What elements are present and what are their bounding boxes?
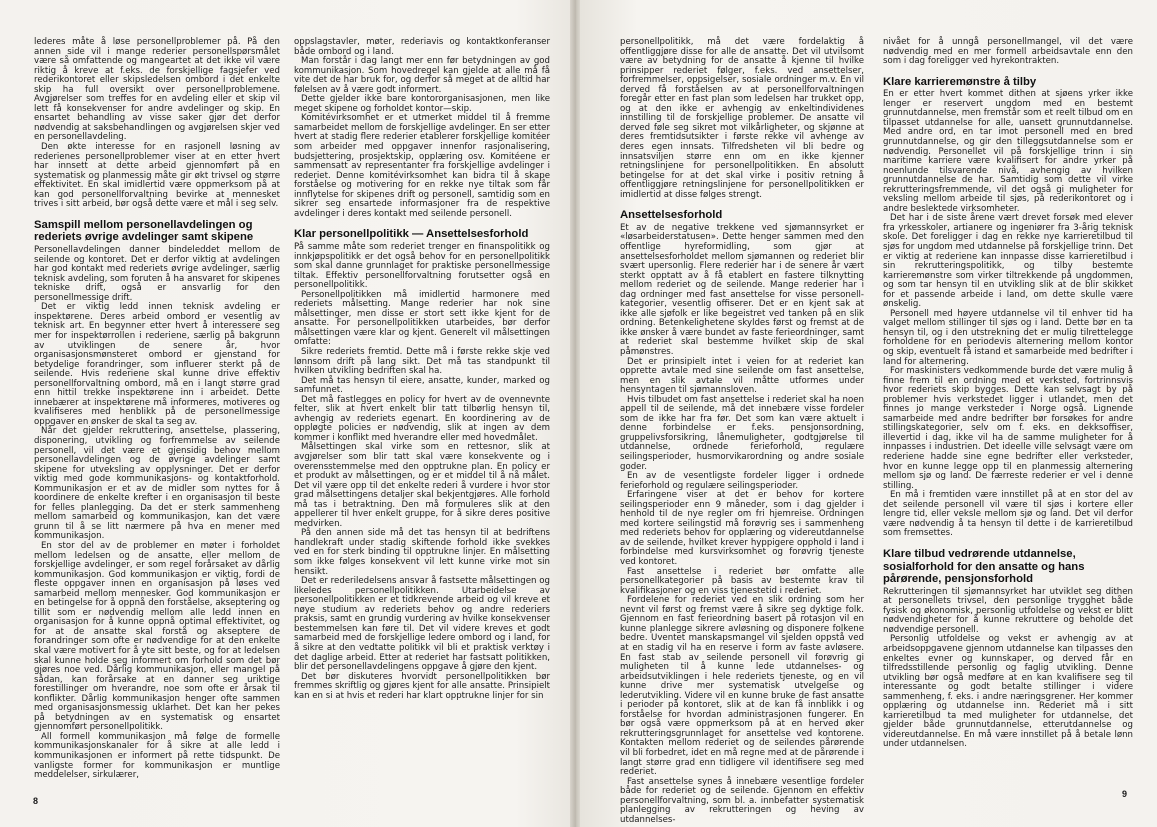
page-number-left: 8 bbox=[33, 796, 39, 806]
body-paragraph: En må i fremtiden være innstillet på at en stor del av det seilende personell vil være til sjøs i kortere eller lengre tid, eller veksle mellom sjø og land. Det vil derfor være nødvendig å ta hensyn til dette i de karrieretilbud som fremsettes. bbox=[883, 490, 1133, 539]
body-paragraph: Et av de negative trekkene ved sjømannsyrket er «løsarbeiderstatusen». Dette henger sammen med den offentlige hyreformidling, som gjør at ansettelsesforholdet mellom sjømannen og rederiet blir svært upersonlig. Flere rederier har i de senere år vært sterkt opptatt av å få etablert en fastere tilknytting mellom rederiet og de seilende. Mange rederier har i dag ordninger med fast ansettelse for visse personell-kategorier, vesentlig offiserer. Det er en kjent sak at ikke alle sjøfolk er like begeistret ved tanken på en slik ordning. Betenkelighetene skyldes først og fremst at de ikke ønsker å være bundet av faste ferieordninger, samt at rederiet skal bestemme hvilket skip de skal påmønstres. bbox=[620, 222, 864, 357]
left-page-column-1 bbox=[34, 38, 280, 800]
right-page-column-1 bbox=[620, 37, 864, 825]
section-heading: Ansettelsesforhold bbox=[620, 209, 723, 222]
right-page-column-2 bbox=[883, 38, 1133, 800]
body-paragraph: Fordelene for rederiet ved en slik ordning som her nevnt vil først og fremst være å sikre seg dyktige folk. Gjennom en fast ferieordning basert på rotasjon vil en kunne planlegge sikrere avløsning og disponere folkene bedre. Uventet manskapsmangel vil sjelden oppstå ved at en stadig vil ha en reserve i form av faste avløsere. En fast stab av seilende personell vil forøvrig gi muligheten til å kunne lede utdannelses- og arbeidsutviklingen i hele rederiets tjeneste, og en vil kunne drive mer systematisk utvelgelse og lederutvikling. Videre vil en kunne bruke de fast ansatte i perioder på kontoret, slik at de kan få innblikk i og forståelse for hvordan administrasjonen fungerer. En bør også være oppmerksom på at en herved øker rekrutteringsgrunnlaget for ansettelse ved kontorene. Kontakten mellom rederiet og de seilendes pårørende vil bli forbedret, idet en må regne med at de pårørende i langt større grad enn tidligere vil identifisere seg med rederiet. bbox=[620, 595, 864, 778]
body-paragraph: En stor del av de problemer en møter i forholdet mellom ledelsen og de ansatte, eller mellom de forskjellige avdelinger, er som regel forårsaket av dårlig kommunikasjon. God kommunikasjon er viktig, fordi de fleste oppgaver innen en organisasjon på løses ved samarbeid mellom mennesker. God kommunikasjon er en betingelse for å oppnå den forståelse, akseptering og tillit som er nødvendig mellom alle ledd innen en organisasjon for å kunne oppnå optimal effektivitet, og for at de ansatte skal forstå og akseptere de forandringer som ofte er nødvendige for at den enkelte skal være motivert for å yte sitt beste, og for at ledelsen skal kunne holde seg informert om forhold som det bør gjøres noe ved. Dårlig kommunikasjon, eller mangel på sådan, kan forårsake at en danner seg uriktige forestillinger om hverandre, noe som ofte er årsak til konflikter. Dårlig kommunikasjon henger ofte sammen med organisasjonsmessig uklarhet. Det kan her pekes på betydningen av en systematisk og ensartet gjennomført personellpolitikk. bbox=[34, 540, 280, 733]
body-paragraph: Målsettingen skal virke som en rettesnor, slik at avgjørelser som blir tatt skal være konsekvente og i overensstemmelse med den opptrukne plan. En policy er et produkt av målsettingen, og er et middel til å nå målet. Det vil være opp til det enkelte rederi å vurdere i hvor stor grad målsettingens detaljer skal bekjentgjøres. Alle forhold må tas i betraktning. Den må formuleres slik at den appellerer til hver enkelt gruppe, for å sikre deres positive medvirken. bbox=[294, 442, 550, 529]
body-paragraph: Det er prinsipielt intet i veien for at rederiet kan opprette avtale med sine seilende om fast ansettelse, men en slik avtale vil måtte utformes under hensyntagen til sjømannsloven. bbox=[620, 356, 864, 396]
section-heading: Klare tilbud vedrørende utdannelse, sosialforhold for den ansatte og hans pårørende, pensjonsforhold bbox=[883, 547, 1085, 586]
body-paragraph: oppslagstavler, møter, rederiavis og kontaktkonferanser både ombord og i land. bbox=[294, 37, 550, 57]
page-number-right: 9 bbox=[1122, 789, 1128, 799]
right-page bbox=[580, 0, 1157, 827]
body-paragraph: nivået for å unngå personellmangel, vil det være nødvendig med en mer formell arbeidsavtale enn den som i dag foreligger ved hyrekontrakten. bbox=[883, 37, 1133, 67]
body-paragraph: lederes måte å løse personellproblemer på. På den annen side vil i mange rederier personellspørsmålet være så omfattende og mangeartet at det ikke vil være riktig å kreve at f.eks. de forskjellige fagsjefer ved rederikontoret eller skipsledelsen ombord i det enkelte skip ha full oversikt over personellproblemene. Avgjørelser som treffes for en avdeling eller et skip vil lett få konsekvenser for andre avdelinger og skip. En ensartet behandling av visse saker gjør det derfor nødvendig at saksbehandlingen og avgjørelsen skjer ved en personellavdeling. bbox=[34, 37, 280, 143]
body-paragraph: Dette gjelder ikke bare kontororganisasjonen, men like meget skipene og forholdet kontor—skip. bbox=[294, 94, 550, 114]
body-paragraph: Personellpolitikken må imidlertid harmonere med rederiets målsetting. Mange rederier har nok sine målsettinger, men disse er stort sett ikke kjent for de ansatte. For personellpolitikken utarbeides, bør derfor målsettingen være klar og kjent. Generelt vil målsettingen omfatte: bbox=[294, 289, 550, 348]
body-paragraph: personellpolitikk, må det være fordelaktig å offentliggjøre disse for alle de ansatte. Det vil utvilsomt være av betydning for de ansatte å kjenne til hvilke prinsipper rederiet følger, f.eks. ved ansettelser, forfremmelser, oppsigelser, sosiale ordninger m.v. En vil derved få forståelsen av at personellforvaltningen foregår etter en fast plan som ledelsen har trukket opp, og at den ikke er avhengig av enkeltindividenes innstilling til de forskjellige problemer. De ansatte vil derved føle seg sikret mot vilkårligheter, og skjønne at deres fremtidsutsikter i første rekke vil avhenge av deres egen innsats. Tilfredsheten vil bli bedre og innsatsviljen større enn om en ikke kjenner retningslinjene for personellpolitikken. En absolutt betingelse for at det skal virke i positiv retning å offentliggjøre retningslinjene for personellpolitikken er imidlertid at disse følges strengt. bbox=[620, 37, 864, 200]
body-paragraph: På den annen side må det tas hensyn til at bedriftens handlekraft under stadig skiftende forhold ikke svekkes ved en for sterk binding til opptrukne linjer. En målsetting som ikke følges konsekvent vil lett kunne virke mot sin hensikt. bbox=[294, 528, 550, 577]
body-paragraph: En er etter hvert kommet dithen at sjøens yrker ikke lenger er reservert ungdom med en bestemt grunnutdannelse, men fremstår som et reelt tilbud om en tilpasset utdannelse for alle, uansett grunnutdannelse. Med andre ord, en tar imot personell med en bred grunnutdannelse, og gir den tilleggsutdannelse som er nødvendig. Personellet vil på forskjellige trinn i sin maritime karriere være kvalifisert for andre yrker på noenlunde tilsvarende nivå, avhengig av hvilken grunnutdannelse de har. Samtidig som dette vil virke rekrutteringsfremmende, vil det også gi muligheter for veksling mellom arbeide til sjøs, på rederikontoret og i andre beslektede virksomheter. bbox=[883, 89, 1133, 214]
body-paragraph: Det må fastlegges en policy for hvert av de ovennevnte felter, slik at hvert enkelt blir tatt tilbørlig hensyn til, avhengig av rederiets egenart. En koordinering av de oppløgte policies er nødvendig, slik at ingen av dem kommer i konflikt med hverandre eller med hovedmålet. bbox=[294, 394, 550, 443]
left-page-column-2 bbox=[294, 38, 550, 800]
body-paragraph: Det er rederiledelsens ansvar å fastsette målsettingen og likeledes personellpolitikken. Utarbeidelse av personellpolitikken er et tidkrevende arbeid og vil kreve et nøye studium av rederiets behov og andre rederiers praksis, samt en grundig vurdering av hvilke konsekvenser bestemmelsen kan føre til. Det vil videre kreves et godt samarbeid med de forskjellige ledere ombord og i land, for å sikre at den vedtatte politikk vil bli et praktisk verktøy i det daglige arbeid. Etter at rederiet har fastsatt politikken, blir det personellavdelingens oppgave å gjøre den kjent. bbox=[294, 576, 550, 673]
body-paragraph: All formell kommunikasjon må følge de formelle kommunikasjonskanaler for å sikre at alle ledd i kommunikasjonen er informert på rette tidspunkt. De vanligste former for kommunikasjon er muntlige meddelelser, sirkulærer, bbox=[34, 731, 280, 781]
body-paragraph: Fast ansettelse i rederiet bør omfatte alle personellkategorier på basis av bestemte krav til kvalifikasjoner og en viss tjenestetid i rederiet. bbox=[620, 566, 864, 596]
body-paragraph: Når det gjelder rekruttering, ansettelse, plassering, disponering, utvikling og forfremmelse av seilende personell, vil det være et gjensidig behov mellom personellavdelingen og de øvrige avdelinger samt skipene for utveksling av opplysninger. Det er derfor viktig med gode kommunikasjons- og kontaktforhold. Kommunikasjon er et av de midler som nyttes for å koordinere de enkelte krefter i en organisasjon til beste for felles planlegging. Da det er sterk sammenheng mellom samarbeid og kommunikasjon, kan det være grunn til å se litt nærmere på hva en mener med kommunikasjon. bbox=[34, 426, 280, 542]
body-paragraph: Komitévirksomhet er et utmerket middel til å fremme samarbeidet mellom de forskjellige avdelinger. En ser etter hvert at stadig flere rederier etablerer forskjellige komitéer som arbeider med oppgaver innenfor rasjonalisering, budsjettering, prosjektskip, opplæring osv. Komitéene er sammensatt av representanter fra forskjellige avdelinger i rederiet. Denne komitévirksomhet kan bidra til å skape forståelse og motivering for en rekke nye tiltak som får innflytelse for skipenes drift og personell, samtidig som en sikrer seg ensartede informasjoner fra de respektive avdelinger i deres kontakt med seilende personell. bbox=[294, 113, 550, 219]
body-paragraph: Personellavdelingen danner bindeleddet mellom de seilende og kontoret. Det er derfor viktig at avdelingen har god kontakt med rederiets øvrige avdelinger, særlig teknisk avdeling, som foruten å ha ansvaret for skipenes tekniske drift, også er ansvarlig for den personellmessige drift. bbox=[34, 245, 280, 303]
body-paragraph: Rekrutteringen til sjømannsyrket har utviklet seg dithen at personellets trivsel, den personlige trygghet både fysisk og økonomisk, personlig utfoldelse og vekst er blitt nødvendigheter for å kunne rekruttere og beholde det nødvendige personell. bbox=[883, 586, 1133, 635]
body-paragraph: Det må tas hensyn til eiere, ansatte, kunder, marked og samfunnet. bbox=[294, 375, 550, 396]
body-paragraph: På samme måte som rederiet trenger en finanspolitikk og innkjøpspolitikk er det også behov for en personellpolitikk som skal danne grunnlaget for praktiske personellmessige tiltak. Effektiv personellforvaltning forutsetter også en personellpolitikk. bbox=[294, 241, 550, 291]
body-paragraph: Man forstår i dag langt mer enn før betydningen av god kommunikasjon. Som hovedregel kan gjelde at alle må få vite det de har bruk for, og derfor så meget at de alltid har følelsen av å være godt informert. bbox=[294, 56, 550, 95]
section-heading: Klar personellpolitikk — Ansettelsesforhold bbox=[294, 228, 529, 241]
body-paragraph: Personlig utfoldelse og vekst er avhengig av at arbeidsoppgavene gjennom utdannelse kan tilpasses den enkeltes evner og kunnskaper, og derved får en tilfredsstillende personlig og faglig utvikling. Denne utvikling bør også medføre at en kan kvalifisere seg til interessante og godt betalte stillinger i videre sammenheng, f. eks. i andre næringsgrener. Her kommer opplæring og utdannelse inn. Rederiet må i sitt karrieretilbud ta med muligheter for utdannelse, det gjelder både grunnutdannelse, etterutdannelse og videreutdannelse. En må være innstillet på å betale lønn under utdannelsen. bbox=[883, 634, 1133, 750]
body-paragraph: Erfaringene viser at det er behov for kortere seilingsperioder enn 9 måneder, som i dag gjelder i henhold til de nye regler om fri hjemreise. Ordningen med kortere seilingstid må forøvrig ses i sammenheng med rederiets behov for opplæring og videreutdannelse av de seilende, hvilket krever hyppigere opphold i land i forbindelse med kursvirksomhet og forøvrig tjeneste ved kontoret. bbox=[620, 490, 864, 568]
body-paragraph: Den økte interesse for en rasjonell løsning av rederienes personellproblemer viser at en etter hvert har innsett at dette arbeid gjennomført på en systematisk og planmessig måte gir økt trivsel og større effektivitet. En skal imidlertid være oppmerksom på at kan god personellforvaltning bevirke at mennesket trives i sitt arbeid, bør også dette være et mål i seg selv. bbox=[34, 142, 280, 210]
body-paragraph: Personell med høyere utdannelse vil til enhver tid ha valget mellom stillinger til sjøs og i land. Dette bør en ta hensyn til, og i den utstrekning det er mulig tilrettelegge forholdene for en periodevis alternering mellom kontor og skip, eventuelt få istand et samarbeide med bedrifter i land for alternering. bbox=[883, 308, 1133, 367]
body-paragraph: Fast ansettelse synes å innebære vesentlige fordeler både for rederiet og de seilende. Gjennom en effektiv personellforvaltning, som bl. a. innbefatter systematisk planlegging av rekrutteringen og heving av utdannelses- bbox=[620, 776, 864, 825]
body-paragraph: Hvis tilbudet om fast ansettelse i rederiet skal ha noen appell til de seilende, må det innebære visse fordeler som de ikke har fra før. Det som kan være aktuelt i denne forbindelse er f.eks. pensjonsordning, gruppelivsforsikring, lånemuligheter, godtgjørelse til utdannelse, ordnede ferieforhold, regulære seilingsperioder, husmorvikarordning og andre sosiale goder. bbox=[620, 394, 864, 472]
section-heading: Samspill mellom personellavdelingen og rederiets øvrige avdelinger samt skipene bbox=[34, 218, 254, 244]
body-paragraph: Det bør diskuteres hvorvidt personellpolitikken bør fremmes skriftlig og gjøres kjent for alle ansatte. Prinsipielt kan en si at hvis et rederi har klart opptrukne linjer for sin bbox=[294, 671, 550, 701]
left-page bbox=[0, 0, 572, 827]
section-heading: Klare karrieremønstre å tilby bbox=[883, 75, 1037, 88]
body-paragraph: En av de vesentligste fordeler ligger i ordnede ferieforhold og regulære seilingsperioder. bbox=[620, 471, 864, 491]
body-paragraph: Det er viktig ledd innen teknisk avdeling er inspektørene. Deres arbeid ombord er vesentlig av teknisk art. En begynner etter hvert å interessere seg mer for inspektørrollen i rederiene, særlig på bakgrunn av utviklingen de senere år, hvor organisasjonsmønsteret ombord er gjenstand for betydelige forandringer, som influerer sterkt på de seilende. Hvis rederiene skal kunne drive effektiv personellforvaltning ombord, må en i langt større grad enn hittil trekke inspektørene inn i arbeidet. Dette innebærer at inspektørene må informeres, motiveres og kvalifiseres med henblikk på de personellmessige oppgaver en ønsker de skal ta seg av. bbox=[34, 302, 280, 427]
body-paragraph: For maskinisters vedkommende burde det være mulig å finne frem til en ordning med et verksted, fortrinnsvis hvor rederiets skip bygges. Dette kan selvsagt by på problemer hvis verkstedet ligger i utlandet, men det finnes jo mange verksteder i Norge også. Lignende samarbeide med andre bedrifter bør forsøkes for andre stillingskategorier, selv om f. eks. en dekksoffiser, illevertid i dag, ikke vil ha de samme muligheter for å innpasses i industrien. Det ideelle ville selvsagt være om rederiene hadde sine egne bedrifter eller verksteder, hvor en kunne legge opp til en planmessig alternering mellom sjø og land. De færreste rederier er vel i denne stilling. bbox=[883, 366, 1133, 491]
body-paragraph: Det har i de siste årene vært drevet forsøk med elever fra yrkesskoler, artianere og ingeniører fra 3-årig teknisk skole. Det foreligger i dag en rekke nye karrieretilbud til sjøs for ungdom med utdannelse på forskjellige trinn. Det er viktig at rederiene kan innpasse disse karrieretilbud i sin rekrutteringspolitikk, og tilby bestemte karrieremønstre som virker tiltrekkende på ungdommen, og som tar hensyn til en utvikling slik at de blir skikket for et passende arbeide i land, om dette skulle være ønskelig. bbox=[883, 213, 1133, 310]
body-paragraph: Sikre rederiets fremtid. Dette må i første rekke skje ved lønnsom drift på lang sikt. Det må tas standpunkt til hvilken utvikling bedriften skal ha. bbox=[294, 347, 550, 377]
